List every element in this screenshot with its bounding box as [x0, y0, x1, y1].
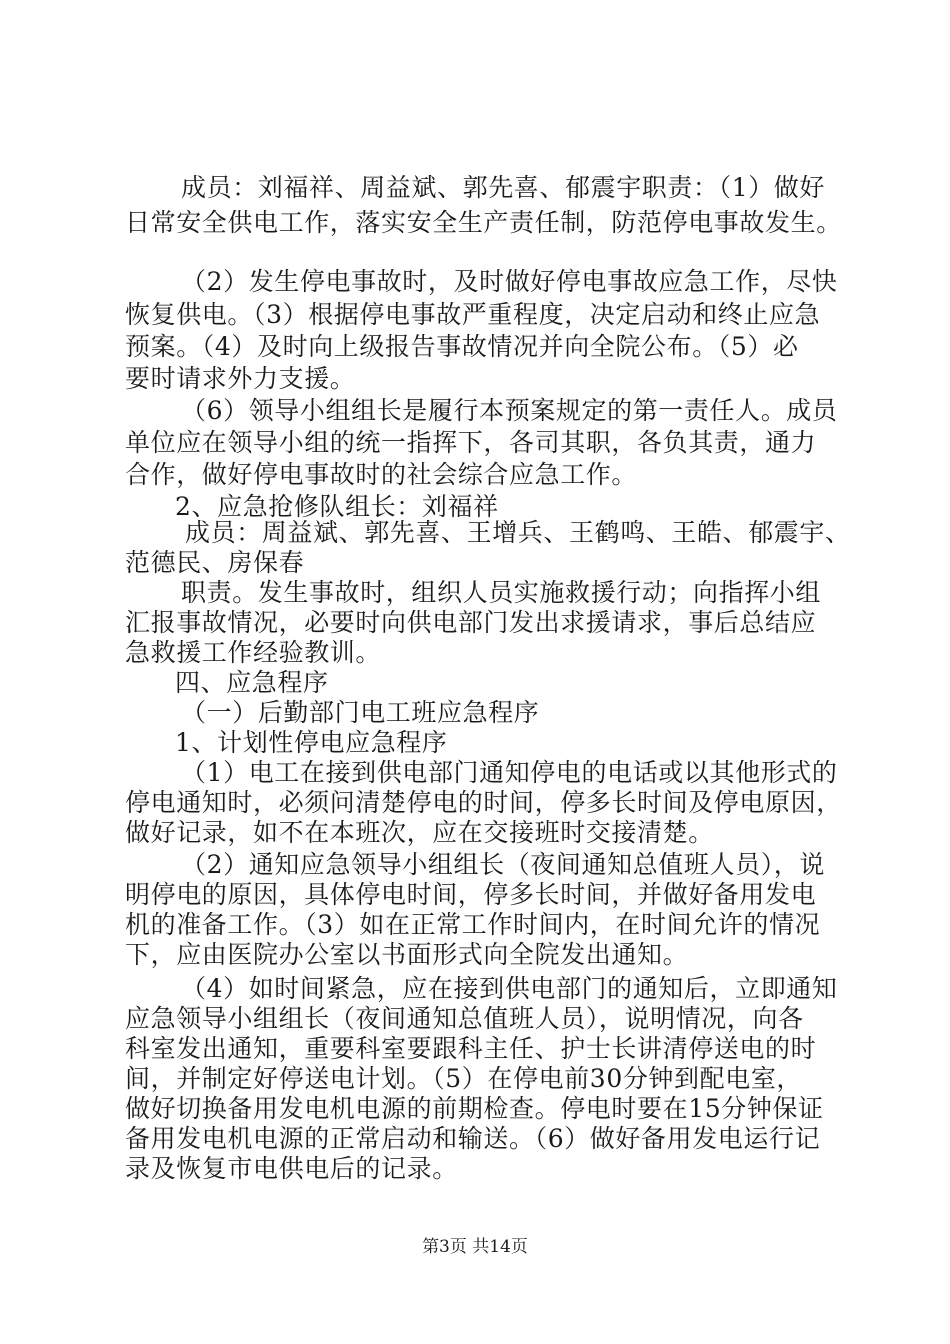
subsection-heading: 1、计划性停电应急程序	[175, 728, 448, 757]
text-line: （4）如时间紧急，应在接到供电部门的通知后，立即通知	[181, 974, 838, 1003]
text-line: 2、应急抢修队组长：刘福祥	[175, 492, 499, 521]
text-line: 做好切换备用发电机电源的前期检查。停电时要在15分钟保证	[125, 1094, 824, 1123]
text-line: 范德民、房保春	[125, 548, 305, 577]
text-line: 恢复供电。（3）根据停电事故严重程度，决定启动和终止应急	[125, 300, 821, 329]
text-line: 应急领导小组组长（夜间通知总值班人员），说明情况，向各	[125, 1004, 804, 1033]
text-line: 要时请求外力支援。	[125, 364, 356, 393]
text-line: 明停电的原因，具体停电时间，停多长时间，并做好备用发电	[125, 880, 817, 909]
text-line: 职责。发生事故时，组织人员实施救援行动；向指挥小组	[181, 578, 822, 607]
text-line: 下，应由医院办公室以书面形式向全院发出通知。	[125, 940, 689, 969]
text-line: 日常安全供电工作，落实安全生产责任制，防范停电事故发生。	[125, 208, 842, 237]
text-line: （2）通知应急领导小组组长（夜间通知总值班人员），说	[181, 850, 826, 879]
text-line: 急救援工作经验教训。	[125, 638, 382, 667]
text-line: 科室发出通知，重要科室要跟科主任、护士长讲清停送电的时	[125, 1034, 817, 1063]
text-line: 机的准备工作。（3）如在正常工作时间内，在时间允许的情况	[125, 910, 821, 939]
text-line: 录及恢复市电供电后的记录。	[125, 1154, 458, 1183]
text-line: 汇报事故情况，必要时向供电部门发出求援请求，事后总结应	[125, 608, 817, 637]
text-line: 单位应在领导小组的统一指挥下，各司其职，各负其责，通力	[125, 428, 817, 457]
section-heading: 四、应急程序	[175, 668, 329, 697]
text-line: （2）发生停电事故时，及时做好停电事故应急工作，尽快	[181, 267, 838, 296]
text-line: 间，并制定好停送电计划。（5）在停电前30分钟到配电室，	[125, 1064, 803, 1093]
text-line: 做好记录，如不在本班次，应在交接班时交接清楚。	[125, 818, 714, 847]
text-line: 成员：周益斌、郭先喜、王增兵、王鹤鸣、王皓、郁震宇、	[185, 518, 851, 547]
text-line: 备用发电机电源的正常启动和输送。（6）做好备用发电运行记	[125, 1124, 821, 1153]
page-number-footer: 第3页 共14页	[422, 1237, 528, 1257]
text-line: （1）电工在接到供电部门通知停电的电话或以其他形式的	[181, 758, 838, 787]
text-line: 合作，做好停电事故时的社会综合应急工作。	[125, 460, 638, 489]
text-line: 预案。（4）及时向上级报告事故情况并向全院公布。（5）必	[125, 332, 799, 361]
text-line: 成员：刘福祥、周益斌、郭先喜、郁震宇职责：（1）做好	[181, 173, 826, 202]
text-line: （6）领导小组组长是履行本预案规定的第一责任人。成员	[181, 396, 838, 425]
text-line: 停电通知时，必须问清楚停电的时间，停多长时间及停电原因，	[125, 788, 842, 817]
subsection-heading: （一）后勤部门电工班应急程序	[181, 698, 540, 727]
